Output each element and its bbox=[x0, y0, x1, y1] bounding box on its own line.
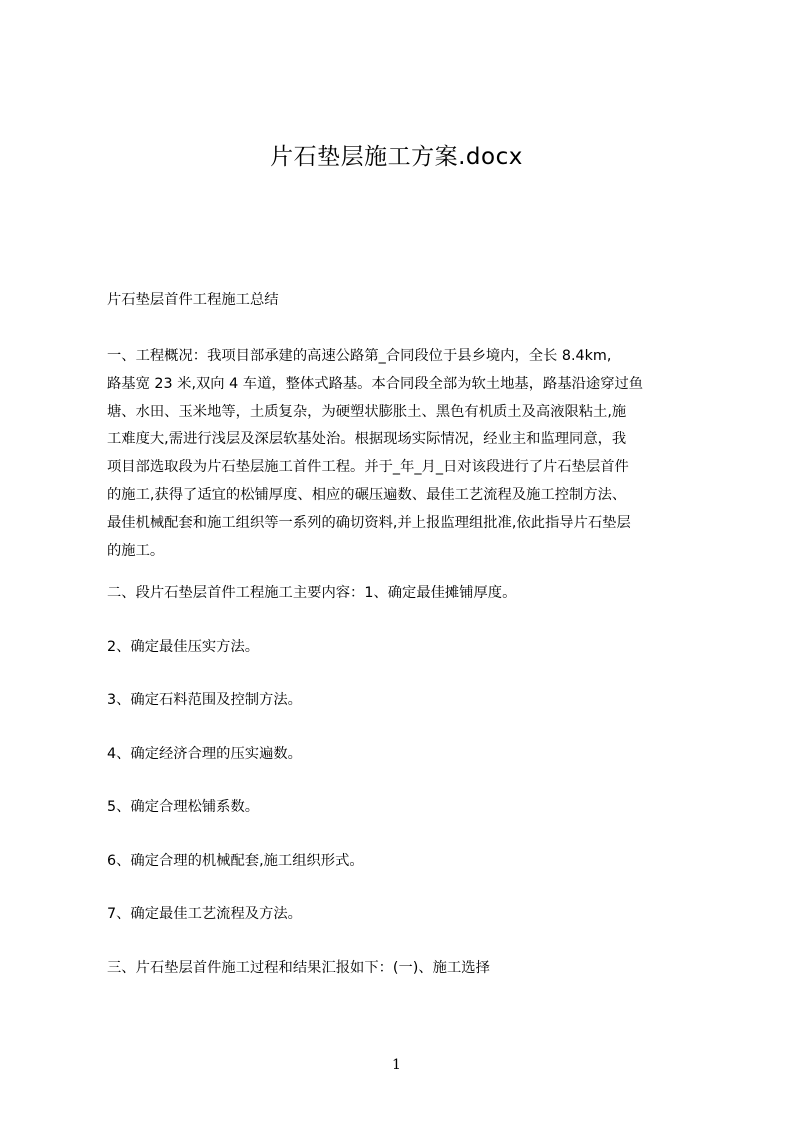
list-item: 5、确定合理松铺系数。 bbox=[107, 799, 260, 815]
page-number: 1 bbox=[392, 1057, 401, 1073]
section-3-text: 三、片石垫层首件施工过程和结果汇报如下：(一)、施工选择 bbox=[107, 960, 490, 976]
list-item: 3、确定石料范围及控制方法。 bbox=[107, 692, 302, 708]
paragraph-line: 工难度大,需进行浅层及深层软基处治。根据现场实际情况，经业主和监理同意，我 bbox=[107, 431, 627, 448]
list-item: 7、确定最佳工艺流程及方法。 bbox=[107, 906, 302, 922]
list-item: 2、确定最佳压实方法。 bbox=[107, 639, 260, 655]
list-item: 6、确定合理的机械配套,施工组织形式。 bbox=[107, 853, 364, 869]
paragraph-line: 最佳机械配套和施工组织等一系列的确切资料,并上报监理组批准,依此指导片石垫层 bbox=[107, 514, 631, 531]
paragraph-line: 路基宽 23 米,双向 4 车道，整体式路基。本合同段全部为软土地基，路基沿途穿过鱼 bbox=[107, 375, 644, 392]
paragraph-line: 一、工程概况：我项目部承建的高速公路第_合同段位于县乡境内，全长 8.4km, bbox=[107, 348, 612, 364]
paragraph-line: 项目部选取段为片石垫层施工首件工程。并于_年_月_日对该段进行了片石垫层首件 bbox=[107, 459, 629, 476]
section-2-text: 二、段片石垫层首件工程施工主要内容：1、确定最佳摊铺厚度。 bbox=[107, 585, 517, 601]
section-heading: 片石垫层首件工程施工总结 bbox=[107, 292, 279, 308]
paragraph-project-overview bbox=[107, 343, 697, 565]
list-item: 4、确定经济合理的压实遍数。 bbox=[107, 746, 302, 762]
paragraph-line: 塘、水田、玉米地等，土质复杂，为硬塑状膨胀土、黑色有机质土及高液限粘土,施 bbox=[107, 403, 627, 420]
paragraph-line: 的施工。 bbox=[107, 542, 165, 559]
document-title: 片石垫层施工方案.docx bbox=[270, 144, 523, 170]
paragraph-line: 的施工,获得了适宜的松铺厚度、相应的碾压遍数、最佳工艺流程及施工控制方法、 bbox=[107, 486, 627, 503]
